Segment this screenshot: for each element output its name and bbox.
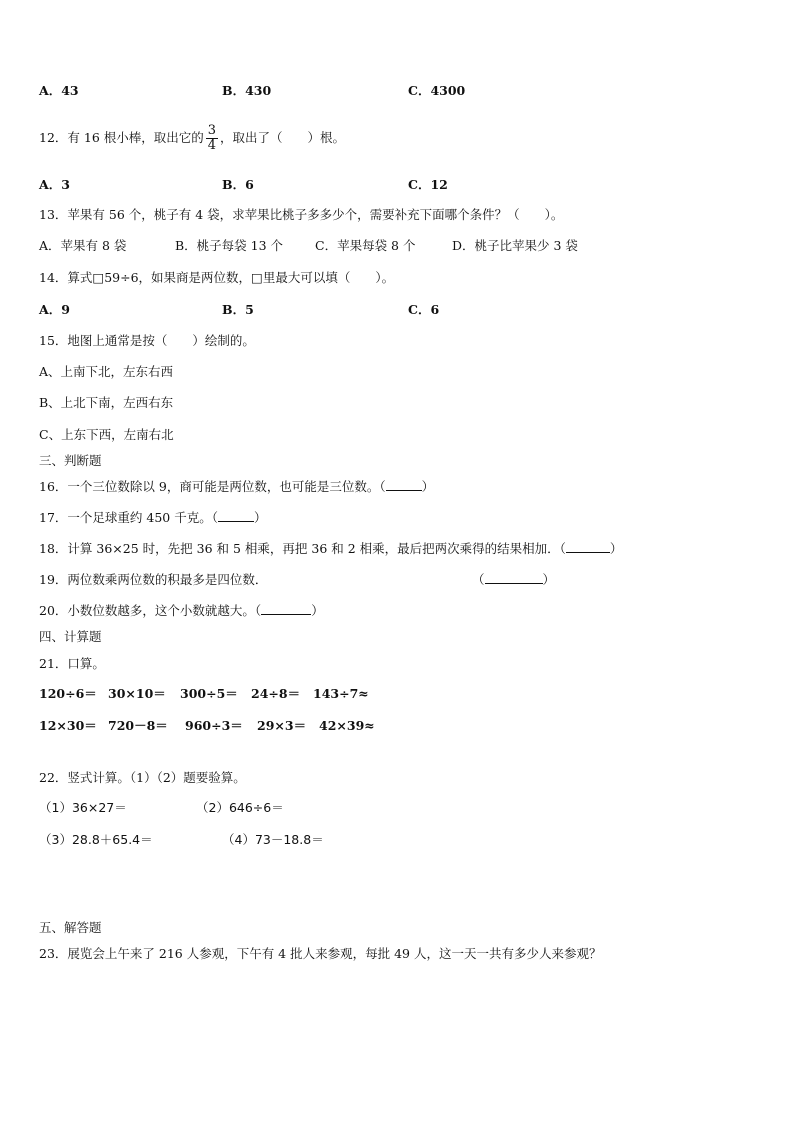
q12-option-b: B．6 <box>222 177 254 192</box>
question-12 <box>39 121 345 155</box>
q12-option-c: C．12 <box>408 177 448 192</box>
q22-part-3: （3）28.8＋65.4＝ <box>39 832 153 847</box>
question-14: 14．算式□59÷6，如果商是两位数，□里最大可以填（ ）。 <box>39 270 395 285</box>
q17-open-paren: （ <box>211 510 218 525</box>
q11-option-b: B．430 <box>222 83 272 98</box>
fraction-numerator: 3 <box>207 123 217 138</box>
section-heading-word-problems: 五、解答题 <box>39 920 102 935</box>
oral-calc-item: 12×30＝ <box>39 718 97 733</box>
question-16 <box>39 479 434 495</box>
q18-answer-blank[interactable] <box>566 552 610 553</box>
q13-option-d: D．桃子比苹果少 3 袋 <box>452 238 578 253</box>
q13-option-a: A．苹果有 8 袋 <box>39 238 127 253</box>
q16-close-paren: ） <box>421 479 435 494</box>
q19-answer-blank[interactable] <box>485 583 543 584</box>
q18-open-paren: （ <box>559 541 566 556</box>
question-13: 13．苹果有 56 个，桃子有 4 袋，求苹果比桃子多多少个，需要补充下面哪个条件？（ ）。 <box>39 207 564 222</box>
fraction-denominator: 4 <box>207 138 217 153</box>
q22-part-1: （1）36×27＝ <box>39 800 127 815</box>
oral-calc-item: 120÷6＝ <box>39 686 97 701</box>
question-15: 15．地图上通常是按（ ）绘制的。 <box>39 333 255 348</box>
q19-close-paren: ） <box>542 572 556 587</box>
q17-answer-blank[interactable] <box>218 521 254 522</box>
q11-option-c: C．4300 <box>408 83 466 98</box>
section-heading-calculation: 四、计算题 <box>39 629 102 644</box>
q19-open-paren: （ <box>472 572 485 587</box>
q17-close-paren: ） <box>253 510 267 525</box>
question-23: 23．展览会上午来了 216 人参观，下午有 4 批人来参观，每批 49 人，这一天一共有多少人来参观？ <box>39 946 602 961</box>
q20-close-paren: ） <box>311 603 324 618</box>
q15-option-a: A、上南下北，左东右西 <box>39 364 174 379</box>
oral-calc-item: 960÷3＝ <box>185 718 243 733</box>
q13-option-b: B．桃子每袋 13 个 <box>175 238 284 253</box>
oral-calc-item: 30×10＝ <box>108 686 166 701</box>
fraction-three-quarters <box>206 124 218 153</box>
q15-option-b: B、上北下南，左西右东 <box>39 395 174 410</box>
q16-text: 16．一个三位数除以 9，商可能是两位数，也可能是三位数。 <box>39 479 380 494</box>
q14-option-c: C．6 <box>408 302 440 317</box>
question-17 <box>39 510 267 526</box>
q20-text: 20．小数位数越多，这个小数就越大。 <box>39 603 255 618</box>
q13-option-c: C．苹果每袋 8 个 <box>315 238 416 253</box>
q20-answer-blank[interactable] <box>261 614 311 615</box>
q11-option-a: A．43 <box>39 83 79 98</box>
q12-option-a: A．3 <box>39 177 70 192</box>
q14-option-a: A．9 <box>39 302 70 317</box>
oral-calc-item: 720－8＝ <box>108 718 168 733</box>
q15-option-c: C、上东下西，左南右北 <box>39 427 174 442</box>
q16-answer-blank[interactable] <box>386 490 422 491</box>
q22-part-4: （4）73－18.8＝ <box>222 832 324 847</box>
oral-calc-item: 29×3＝ <box>257 718 307 733</box>
q17-text: 17．一个足球重约 450 千克。 <box>39 510 212 525</box>
oral-calc-item: 143÷7≈ <box>313 686 369 701</box>
question-19: 19．两位数乘两位数的积最多是四位数． <box>39 572 268 587</box>
question-22-title: 22．竖式计算。（1）（2）题要验算。 <box>39 770 246 785</box>
q12-prefix: 12．有 16 根小棒，取出它的 <box>39 130 204 145</box>
q18-text: 18．计算 36×25 时，先把 36 和 5 相乘，再把 36 和 2 相乘，最后把两次乘得的结果相加． <box>39 541 560 556</box>
q12-suffix: ，取出了（ ）根。 <box>220 130 346 145</box>
oral-calc-item: 300÷5＝ <box>180 686 238 701</box>
q20-open-paren: （ <box>254 603 262 618</box>
question-21-title: 21．口算。 <box>39 656 105 671</box>
q19-answer-area <box>472 572 555 588</box>
oral-calc-item: 24÷8＝ <box>251 686 301 701</box>
q22-part-2: （2）646÷6＝ <box>196 800 284 815</box>
q16-open-paren: （ <box>379 479 386 494</box>
q18-close-paren: ） <box>609 541 623 556</box>
question-20 <box>39 603 324 619</box>
oral-calc-item: 42×39≈ <box>319 718 375 733</box>
section-heading-judgement: 三、判断题 <box>39 453 102 468</box>
q14-option-b: B．5 <box>222 302 254 317</box>
question-18 <box>39 541 622 557</box>
